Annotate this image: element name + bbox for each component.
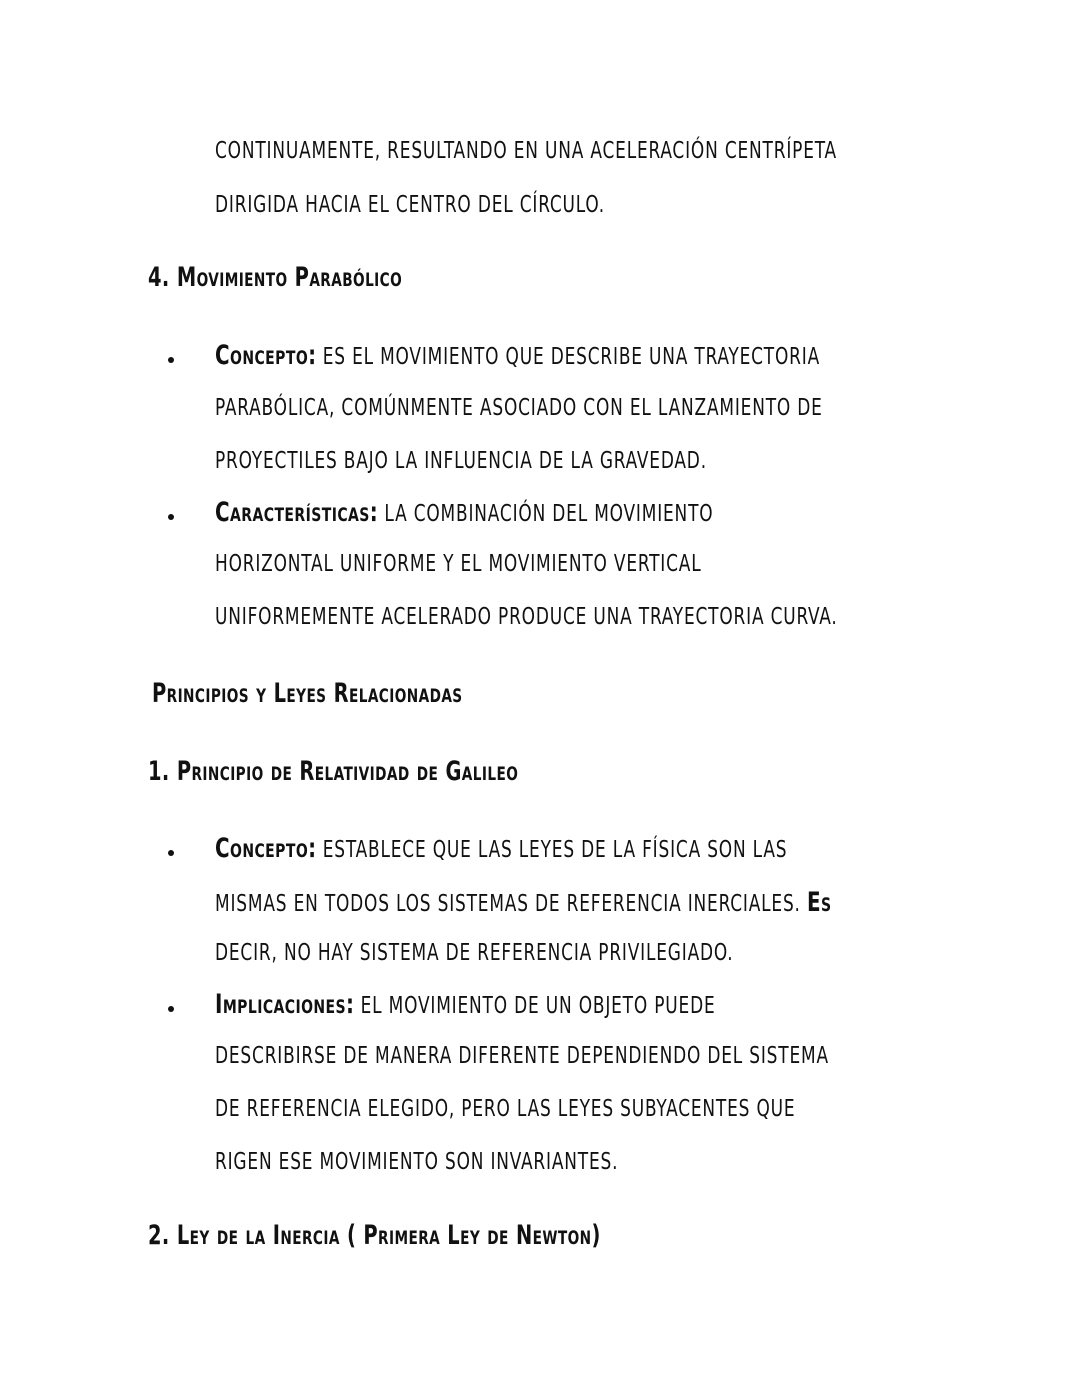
- bullet-dot: [168, 850, 174, 856]
- bullet-dot: [168, 514, 174, 520]
- intro-line-1: CONTINUAMENTE, RESULTANDO EN UNA ACELERACIÓN CENTRÍPETA: [215, 138, 837, 164]
- bullet-line: DE REFERENCIA ELEGIDO, PERO LAS LEYES SUBYACENTES QUE: [215, 1096, 796, 1122]
- bullet-line: [215, 991, 716, 1018]
- bullet-line: RIGEN ESE MOVIMIENTO SON INVARIANTES.: [215, 1149, 619, 1175]
- bullet-text: MISMAS EN TODOS LOS SISTEMAS DE REFERENCIA INERCIALES.: [215, 891, 801, 917]
- intro-line-2: DIRIGIDA HACIA EL CENTRO DEL CÍRCULO.: [215, 192, 606, 218]
- bullet-line: PARABÓLICA, COMÚNMENTE ASOCIADO CON EL LANZAMIENTO DE: [215, 395, 823, 421]
- bullet-term: Concepto:: [215, 833, 317, 864]
- bullet-text: ESTABLECE QUE LAS LEYES DE LA FÍSICA SON LAS: [322, 837, 788, 863]
- bullet-line: HORIZONTAL UNIFORME Y EL MOVIMIENTO VERTICAL: [215, 551, 702, 577]
- bullet-line: [215, 835, 787, 862]
- section-heading-ley-inercia: 2. Ley de la Inercia ( Primera Ley de Newton): [148, 1220, 601, 1251]
- bullet-line: DECIR, NO HAY SISTEMA DE REFERENCIA PRIVILEGIADO.: [215, 940, 734, 966]
- bullet-text: LA COMBINACIÓN DEL MOVIMIENTO: [384, 501, 714, 527]
- bullet-term: Concepto:: [215, 340, 317, 371]
- bullet-line: [215, 342, 820, 369]
- bullet-line: [215, 499, 713, 526]
- bullet-dot: [168, 1006, 174, 1012]
- section-heading-movimiento-parabolico: 4. Movimiento Parabólico: [148, 262, 403, 293]
- bullet-text-es: Es: [806, 887, 832, 918]
- bullet-text: ES EL MOVIMIENTO QUE DESCRIBE UNA TRAYECTORIA: [322, 344, 820, 370]
- bullet-term: Implicaciones:: [215, 989, 355, 1020]
- bullet-line: PROYECTILES BAJO LA INFLUENCIA DE LA GRAVEDAD.: [215, 448, 707, 474]
- bullet-text: EL MOVIMIENTO DE UN OBJETO PUEDE: [360, 993, 716, 1019]
- bullet-line: DESCRIBIRSE DE MANERA DIFERENTE DEPENDIENDO DEL SISTEMA: [215, 1043, 829, 1069]
- bullet-line: [215, 889, 832, 916]
- bullet-dot: [168, 357, 174, 363]
- section-heading-relatividad-galileo: 1. Principio de Relatividad de Galileo: [148, 756, 519, 787]
- bullet-term: Características:: [215, 497, 379, 528]
- bullet-line: UNIFORMEMENTE ACELERADO PRODUCE UNA TRAYECTORIA CURVA.: [215, 604, 838, 630]
- section-heading-principios: Principios y Leyes Relacionadas: [152, 678, 463, 709]
